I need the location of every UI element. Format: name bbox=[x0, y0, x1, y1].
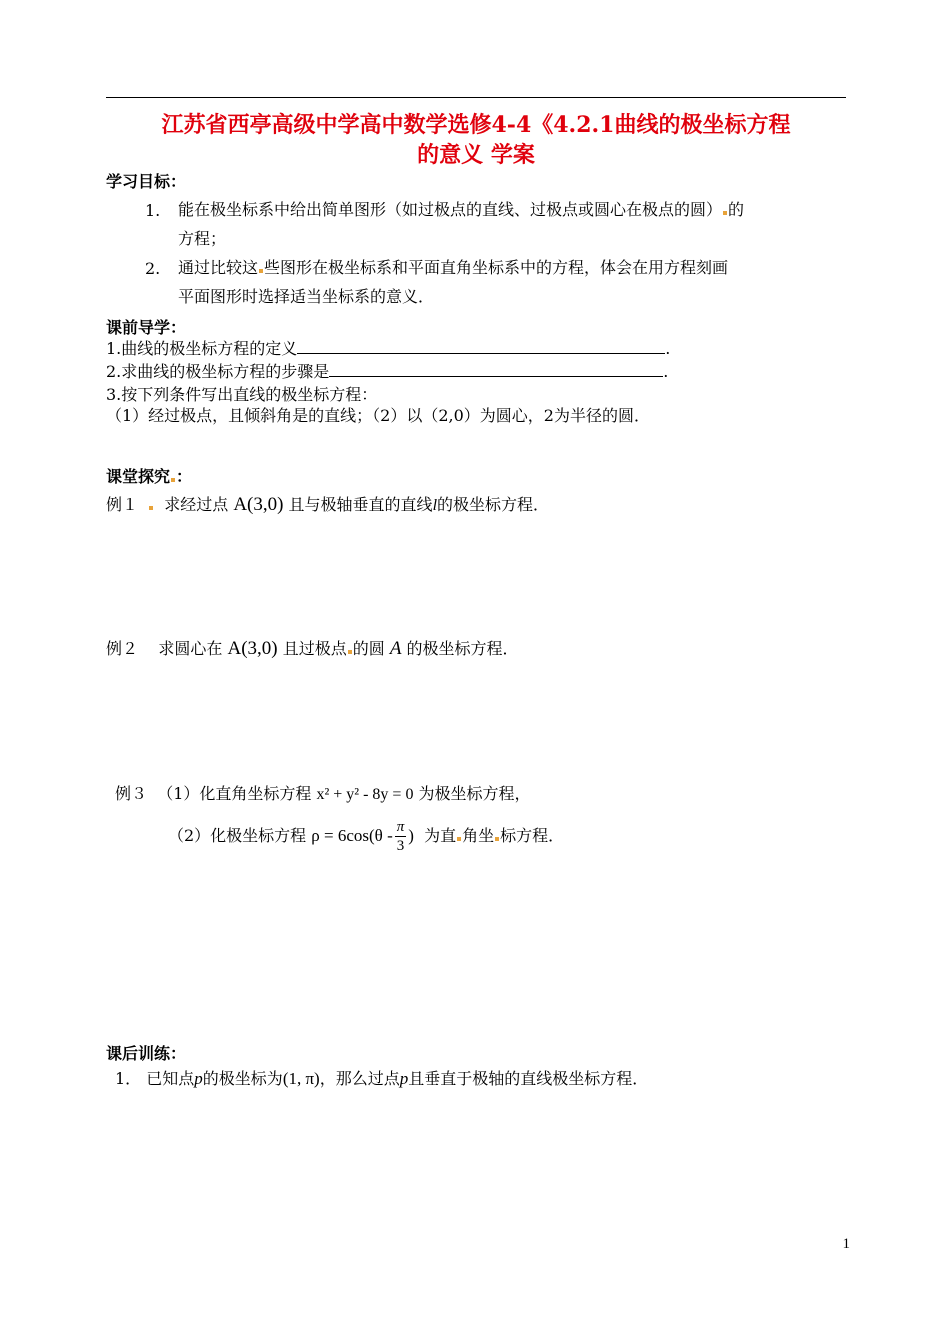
example-2-circle-var: A bbox=[389, 638, 402, 659]
preview-q2 bbox=[106, 361, 668, 383]
practice-q1-text-d: 且垂直于极轴的直线极坐标方程． bbox=[408, 1069, 649, 1088]
goal-1-text-a: 能在极坐标系中给出简单图形（如过极点的直线、过极点或圆心在极点的圆） bbox=[178, 200, 723, 219]
fraction-denominator: 3 bbox=[396, 838, 405, 854]
example-1-text-c: 的极坐标方程． bbox=[437, 495, 550, 514]
example-3-2-text-a: （2）化极坐标方程 bbox=[168, 826, 307, 845]
goal-2-continuation: 平面图形时选择适当坐标系的意义． bbox=[178, 287, 435, 306]
practice-q1-number: 1． bbox=[115, 1069, 142, 1088]
example-2-text-a: 求圆心在 bbox=[158, 639, 223, 658]
example-2-point: A(3,0) bbox=[227, 638, 278, 659]
document-title-line1: 江苏省西亭高级中学高中数学选修4-4《4.2.1曲线的极坐标方程 bbox=[161, 112, 791, 138]
example-2-text-c: 的圆 bbox=[352, 639, 385, 658]
goal-2-text-b: 些图形在极坐标系和平面直角坐标系中的方程，体会在用方程刻画 bbox=[264, 258, 729, 277]
explore-heading-colon: ： bbox=[176, 467, 193, 486]
anchor-mark bbox=[495, 837, 499, 841]
anchor-mark bbox=[457, 837, 461, 841]
preview-q2-text: 2.求曲线的极坐标方程的步骤是 bbox=[106, 362, 330, 381]
example-3-2-text-d: 标方程． bbox=[500, 826, 565, 845]
answer-blank[interactable] bbox=[329, 362, 663, 377]
document-title-line2: 的意义 学案 bbox=[417, 142, 535, 168]
pi-over-3-fraction bbox=[395, 818, 407, 855]
goal-2-text-a: 通过比较这 bbox=[178, 258, 259, 277]
explore-heading-text: 课堂探究 bbox=[106, 467, 171, 486]
example-3-equation-2-right: ) bbox=[408, 826, 414, 845]
example-2 bbox=[106, 638, 519, 660]
preview-q3-sub: （1）经过极点，且倾斜角是的直线；（2）以（2,0）为圆心，2为半径的圆． bbox=[106, 406, 650, 425]
example-3-equation-2-left: ρ = 6cos(θ - bbox=[311, 826, 393, 845]
anchor-mark bbox=[723, 211, 727, 215]
practice-q1-text-c: ，那么过点 bbox=[319, 1069, 400, 1088]
practice-q1-coordinate: (1, π) bbox=[282, 1069, 320, 1088]
practice-q1-text-a: 已知点 bbox=[146, 1069, 195, 1088]
example-3-1-text-b: 为极坐标方程， bbox=[418, 784, 531, 803]
preview-q1-text: 1.曲线的极坐标方程的定义 bbox=[106, 339, 298, 358]
preview-q1 bbox=[106, 338, 670, 360]
preview-q3: 3.按下列条件写出直线的极坐标方程： bbox=[106, 385, 378, 404]
answer-blank[interactable] bbox=[297, 339, 665, 354]
example-3-2-text-c: 角坐 bbox=[462, 826, 495, 845]
fraction-numerator: π bbox=[396, 819, 405, 835]
example-1 bbox=[106, 494, 549, 517]
page-number: 1 bbox=[842, 1236, 850, 1252]
period: . bbox=[663, 362, 669, 381]
anchor-mark bbox=[171, 478, 175, 482]
example-3-1-text-a: （1）化直角坐标方程 bbox=[157, 784, 312, 803]
practice-q1-point-var-2: p bbox=[399, 1069, 409, 1088]
example-2-text-d: 的极坐标方程． bbox=[406, 639, 519, 658]
goal-2-text bbox=[178, 257, 728, 279]
explore-heading bbox=[106, 466, 192, 488]
goal-2-number: 2. bbox=[145, 259, 161, 278]
anchor-mark bbox=[149, 506, 153, 510]
practice-q1-text-b: 的极坐标为 bbox=[202, 1069, 283, 1088]
goal-1-number: 1. bbox=[145, 201, 161, 220]
example-3-part-2 bbox=[168, 818, 564, 855]
preview-heading: 课前导学： bbox=[106, 318, 187, 337]
top-rule bbox=[106, 97, 846, 98]
example-2-text-b: 且过极点 bbox=[282, 639, 347, 658]
example-1-line-var: l bbox=[432, 497, 438, 514]
practice-heading: 课后训练： bbox=[106, 1044, 187, 1063]
goal-1-text-b: 的 bbox=[728, 200, 745, 219]
goals-heading: 学习目标： bbox=[106, 172, 187, 191]
period: . bbox=[665, 339, 671, 358]
goal-1-continuation: 方程； bbox=[178, 229, 227, 248]
anchor-mark bbox=[259, 269, 263, 273]
example-3-label: 例３ bbox=[115, 784, 148, 803]
example-1-point: A(3,0) bbox=[233, 494, 284, 515]
example-3-part-1 bbox=[115, 783, 531, 806]
example-1-text-a: 求经过点 bbox=[164, 495, 229, 514]
practice-q1-point-var: p bbox=[194, 1069, 203, 1088]
example-3-2-text-b: 为直 bbox=[424, 826, 457, 845]
example-1-label: 例１ bbox=[106, 495, 139, 514]
practice-q1 bbox=[115, 1068, 648, 1090]
goal-1-text bbox=[178, 199, 744, 221]
anchor-mark bbox=[348, 650, 352, 654]
example-1-text-b: 且与极轴垂直的直线 bbox=[288, 495, 433, 514]
example-2-label: 例２ bbox=[106, 639, 139, 658]
example-3-equation-1: x² + y² - 8y = 0 bbox=[316, 786, 414, 803]
